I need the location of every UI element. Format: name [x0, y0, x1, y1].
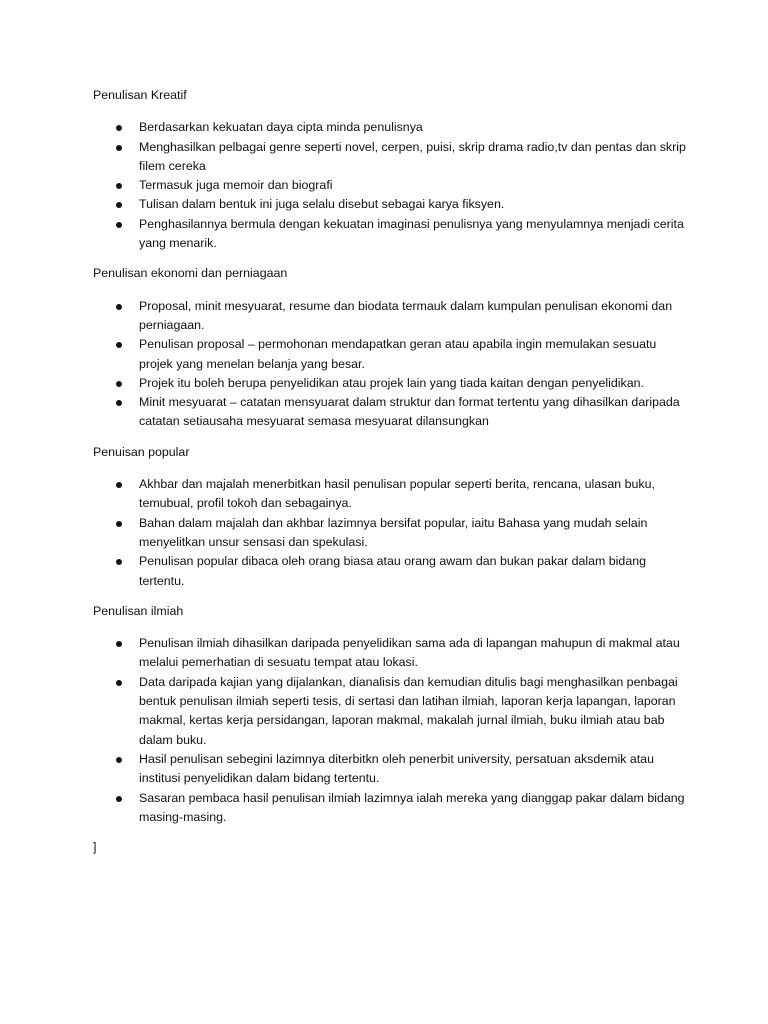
- list-item-text: Akhbar dan majalah menerbitkan hasil penulisan popular seperti berita, rencana, ulasan buku, temubual, profil tokoh dan sebagainya.: [139, 477, 655, 511]
- list-item-text: Proposal, minit mesyuarat, resume dan biodata termauk dalam kumpulan penulisan ekonomi dan perniagaan.: [139, 298, 673, 332]
- list-item-text: Tulisan dalam bentuk ini juga selalu disebut sebagai karya fiksyen.: [139, 197, 505, 212]
- list-item-text: Penulisan ilmiah dihasilkan daripada penyelidikan sama ada di lapangan mahupun di makmal atau melalui pemerhatian di sesuatu tempat atau lokasi.: [139, 636, 680, 670]
- bullet-list: [93, 118, 693, 253]
- section-penulisan-ilmiah: [93, 602, 693, 827]
- list-item-text: Menghasilkan pelbagai genre seperti novel, cerpen, puisi, skrip drama radio,tv dan pentas dan skrip filem cereka: [139, 139, 686, 173]
- list-item: [93, 634, 693, 673]
- section-heading: Penuisan popular: [93, 444, 190, 459]
- list-item: [93, 552, 693, 591]
- bullet-list: [93, 475, 693, 591]
- list-item: [93, 215, 693, 254]
- bullet-list: [93, 634, 693, 827]
- bullet-icon: [116, 482, 122, 488]
- section-penulisan-popular: [93, 443, 693, 591]
- bullet-icon: [116, 183, 122, 189]
- list-item-text: Hasil penulisan sebegini lazimnya diterbitkn oleh penerbit university, persatuan aksdemik atau institusi penyelidikan dalam bidang tertentu.: [139, 751, 654, 786]
- list-item: [93, 297, 693, 336]
- section-penulisan-ekonomi: [93, 264, 693, 431]
- list-item-text: Sasaran pembaca hasil penulisan ilmiah lazimnya ialah mereka yang dianggap pakar dalam bidang masing-masing.: [139, 790, 685, 824]
- bullet-icon: [116, 125, 122, 131]
- bullet-icon: [116, 521, 122, 527]
- document-body: [93, 86, 693, 870]
- list-item-text: Data daripada kajian yang dijalankan, dianalisis dan kemudian ditulis bagi menghasilkan penbagai bentuk penulisan ilmiah seperti tesis, di sertasi dan latihan ilmiah, laporan kerja lapangan, laporan makmal, kertas kerja persidangan, laporan makmal, makalah jurnal ilmiah, buku ilmiah atau bab dalam buku.: [139, 674, 678, 747]
- trailing-bracket: ]: [93, 840, 97, 855]
- bullet-icon: [116, 641, 122, 647]
- list-item-text: Minit mesyuarat – catatan mensyuarat dalam struktur dan format tertentu yang dihasilkan daripada catatan setiausaha mesyuarat semasa mesyuarat dilansungkan: [139, 395, 680, 429]
- section-heading: Penulisan Kreatif: [93, 88, 187, 102]
- bullet-icon: [116, 796, 122, 802]
- bullet-list: [93, 297, 693, 432]
- list-item: [93, 118, 693, 137]
- list-item: [93, 789, 693, 828]
- list-item: [93, 195, 693, 214]
- section-penulisan-kreatif: [93, 86, 693, 253]
- list-item: [93, 750, 693, 789]
- bullet-icon: [116, 202, 122, 208]
- list-item-text: Termasuk juga memoir dan biografi: [139, 178, 333, 193]
- list-item-text: Penghasilannya bermula dengan kekuatan imaginasi penulisnya yang menyulamnya menjadi cerita yang menarik.: [139, 216, 684, 251]
- bullet-icon: [116, 559, 122, 565]
- bullet-icon: [116, 342, 122, 348]
- list-item-text: Projek itu boleh berupa penyelidikan atau projek lain yang tiada kaitan dengan penyelidikan.: [139, 375, 644, 390]
- list-item: [93, 673, 693, 750]
- list-item-text: Penulisan proposal – permohonan mendapatkan geran atau apabila ingin memulakan sesuatu projek yang menelan belanja yang besar.: [139, 337, 657, 371]
- list-item: [93, 514, 693, 553]
- list-item: [93, 335, 693, 374]
- list-item-text: Bahan dalam majalah dan akhbar lazimnya bersifat popular, iaitu Bahasa yang mudah selain menyelitkan unsur sensasi dan spekulasi.: [139, 515, 648, 549]
- list-item-text: Penulisan popular dibaca oleh orang biasa atau orang awam dan bukan pakar dalam bidang tertentu.: [139, 554, 646, 588]
- list-item: [93, 374, 693, 393]
- bullet-icon: [116, 381, 122, 387]
- section-heading: Penulisan ilmiah: [93, 603, 184, 618]
- list-item: [93, 475, 693, 514]
- list-item-text: Berdasarkan kekuatan daya cipta minda penulisnya: [139, 120, 423, 135]
- list-item: [93, 138, 693, 177]
- bullet-icon: [116, 304, 122, 310]
- section-heading: Penulisan ekonomi dan perniagaan: [93, 266, 288, 281]
- bullet-icon: [116, 400, 122, 406]
- bullet-icon: [116, 145, 122, 151]
- list-item: [93, 393, 693, 432]
- list-item: [93, 176, 693, 195]
- bullet-icon: [116, 222, 122, 228]
- bullet-icon: [116, 757, 122, 763]
- bullet-icon: [116, 680, 122, 686]
